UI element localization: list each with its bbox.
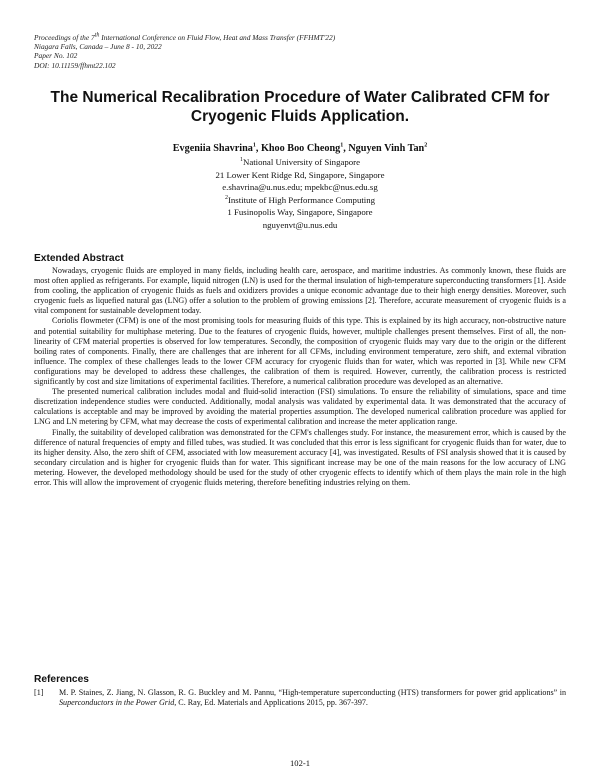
reference-text-pre: M. P. Staines, Z. Jiang, N. Glasson, R. G. Buckley and M. Pannu, “High-temperature superconducting (HTS) transformers for power grid applications” in xyxy=(59,688,566,697)
reference-book-title: Superconductors in the Power Grid xyxy=(59,698,175,708)
reference-number: [1] xyxy=(34,688,44,697)
author-1: Evgeniia Shavrina xyxy=(172,143,253,154)
author-separator-2: , xyxy=(343,143,349,154)
author-3: Nguyen Vinh Tan xyxy=(348,143,425,154)
affiliation-2-text: Institute of High Performance Computing xyxy=(227,194,376,205)
affiliation-2-name xyxy=(30,194,570,207)
author-separator-1: , xyxy=(255,143,261,154)
reference-item xyxy=(34,688,566,708)
affiliation-1-marker: 1 xyxy=(239,157,243,164)
proceedings-header xyxy=(34,33,574,70)
header-conference-pre: Proceedings of the 7 xyxy=(34,33,95,42)
affiliation-1-name xyxy=(30,156,570,169)
affiliation-1-address: 21 Lower Kent Ridge Rd, Singapore, Singapore xyxy=(215,169,385,180)
abstract-paragraph-2: Coriolis flowmeter (CFM) is one of the most promising tools for measuring fluids of this type. This is explained by its high accuracy, non-obstructive nature and potential suitability for multiphase metering. Due to the features of cryogenic fluids, however, multiple challenges present themselves. First of all, the non-linearity of CFM material properties is observed for low temperatures. Secondly, the composition of cryogenic fluids may vary due to the origin or the different boiling rates of components. Finally, there are challenges that are inherent for all CFMs, including environment temperature, zero shift, and external vibration influence. The complex of these challenges leads to the lower CFM accuracy for cryogenic fluids than for water, which was reported in [3]. While new CFM configurations may be developed to address these challenges, the calibration of them is required. However, currently, the calibration process is restricted significantly by cost and size limitations of experimental facilities. Therefore, a numerical calibration procedure was developed as an alternative. xyxy=(34,316,566,387)
affiliation-2-email: nguyenvt@u.nus.edu xyxy=(262,219,338,230)
author-3-affil: 2 xyxy=(424,142,428,149)
abstract-paragraph-3: The presented numerical calibration includes modal and fluid-solid interaction (FSI) simulations. To ensure the reliability of simulations, space and time discretization independence studies were conducted. Additionally, modal analysis was validated by experimental data. It was demonstrated that the accuracy of calculations is acceptable and may be improved by avoiding the material properties assumption. The developed numerical calibration procedure was applied for LNG and LN metering by CFM, what may decrease the costs of experimental calibration and increase the meter application range. xyxy=(34,387,566,427)
affiliation-1-text: National University of Singapore xyxy=(242,157,361,167)
author-1-affil: 1 xyxy=(252,142,256,149)
abstract-paragraph-4: Finally, the suitability of developed calibration was demonstrated for the CFM's challenges study. For instance, the measurement error, which is caused by the difference of natural frequencies of empty and filled tubes, was studied. It was concluded that this error is less significant for cryogenic fluids than for water, due to its higher density. Also, the zero shift of CFM, associated with low measurement accuracy [4], was investigated. Results of FSI analysis showed that it is caused by secondary circulation and is higher for cryogenic fluids than for water. This significant increase may be one of the main reasons for the low accuracy of LNG metering. However, the developed methodology should be used for the study of other cryogenic effects to identify which of them plays the main role in the high error. This will allow the improvement of cryogenic fluids metering, therefore benefiting industries relying on them. xyxy=(34,427,566,487)
abstract-paragraph-1: Nowadays, cryogenic fluids are employed in many fields, including health care, aerospace, and maritime industries. As commonly known, these fluids are most often applied as refrigerants. For example, liquid nitrogen (LN) is used for the thermal insulation of high-temperature superconducting transformers [1]. Aside from cooling, the application of cryogenic fluids as fuels and oxidizers provides a unique economic advantage due to their high energy densities. Moreover, such cryogenic fuels as liquefied natural gas (LNG) offer a solution to the problem of growing emissions [2]. Therefore, accurate measurement of cryogenic fluids is a vital component for sustainable development today. xyxy=(34,266,566,316)
affiliation-2-address: 1 Fusinopolis Way, Singapore, Singapore xyxy=(227,207,373,218)
header-conference-sup: th xyxy=(94,32,100,39)
header-conference xyxy=(34,33,574,42)
reference-list xyxy=(34,688,566,708)
header-doi: DOI: 10.11159/ffhmt22.102 xyxy=(34,60,116,70)
abstract-heading: Extended Abstract xyxy=(34,253,124,264)
affiliation-2-marker: 2 xyxy=(224,194,228,201)
reference-text-post: , C. Ray, Ed. Materials and Applications 2015, pp. 367-397. xyxy=(174,698,368,708)
affiliations xyxy=(30,156,570,232)
page-number: 102-1 xyxy=(289,758,311,768)
header-location: Niagara Falls, Canada – June 8 - 10, 2022 xyxy=(34,42,162,52)
abstract-body xyxy=(34,266,566,488)
author-2-affil: 1 xyxy=(340,142,344,149)
affiliation-1-email: e.shavrina@u.nus.edu; mpekbc@nus.edu.sg xyxy=(222,182,378,193)
references-heading: References xyxy=(34,674,89,685)
author-2: Khoo Boo Cheong xyxy=(260,143,341,154)
paper-title: The Numerical Recalibration Procedure of Water Calibrated CFM for Cryogenic Fluids Application. xyxy=(50,89,550,125)
author-list xyxy=(30,142,570,155)
reference-text xyxy=(59,688,566,708)
header-conference-post: International Conference on Fluid Flow, Heat and Mass Transfer (FFHMT'22) xyxy=(99,33,336,42)
header-paper-number: Paper No. 102 xyxy=(34,51,78,61)
